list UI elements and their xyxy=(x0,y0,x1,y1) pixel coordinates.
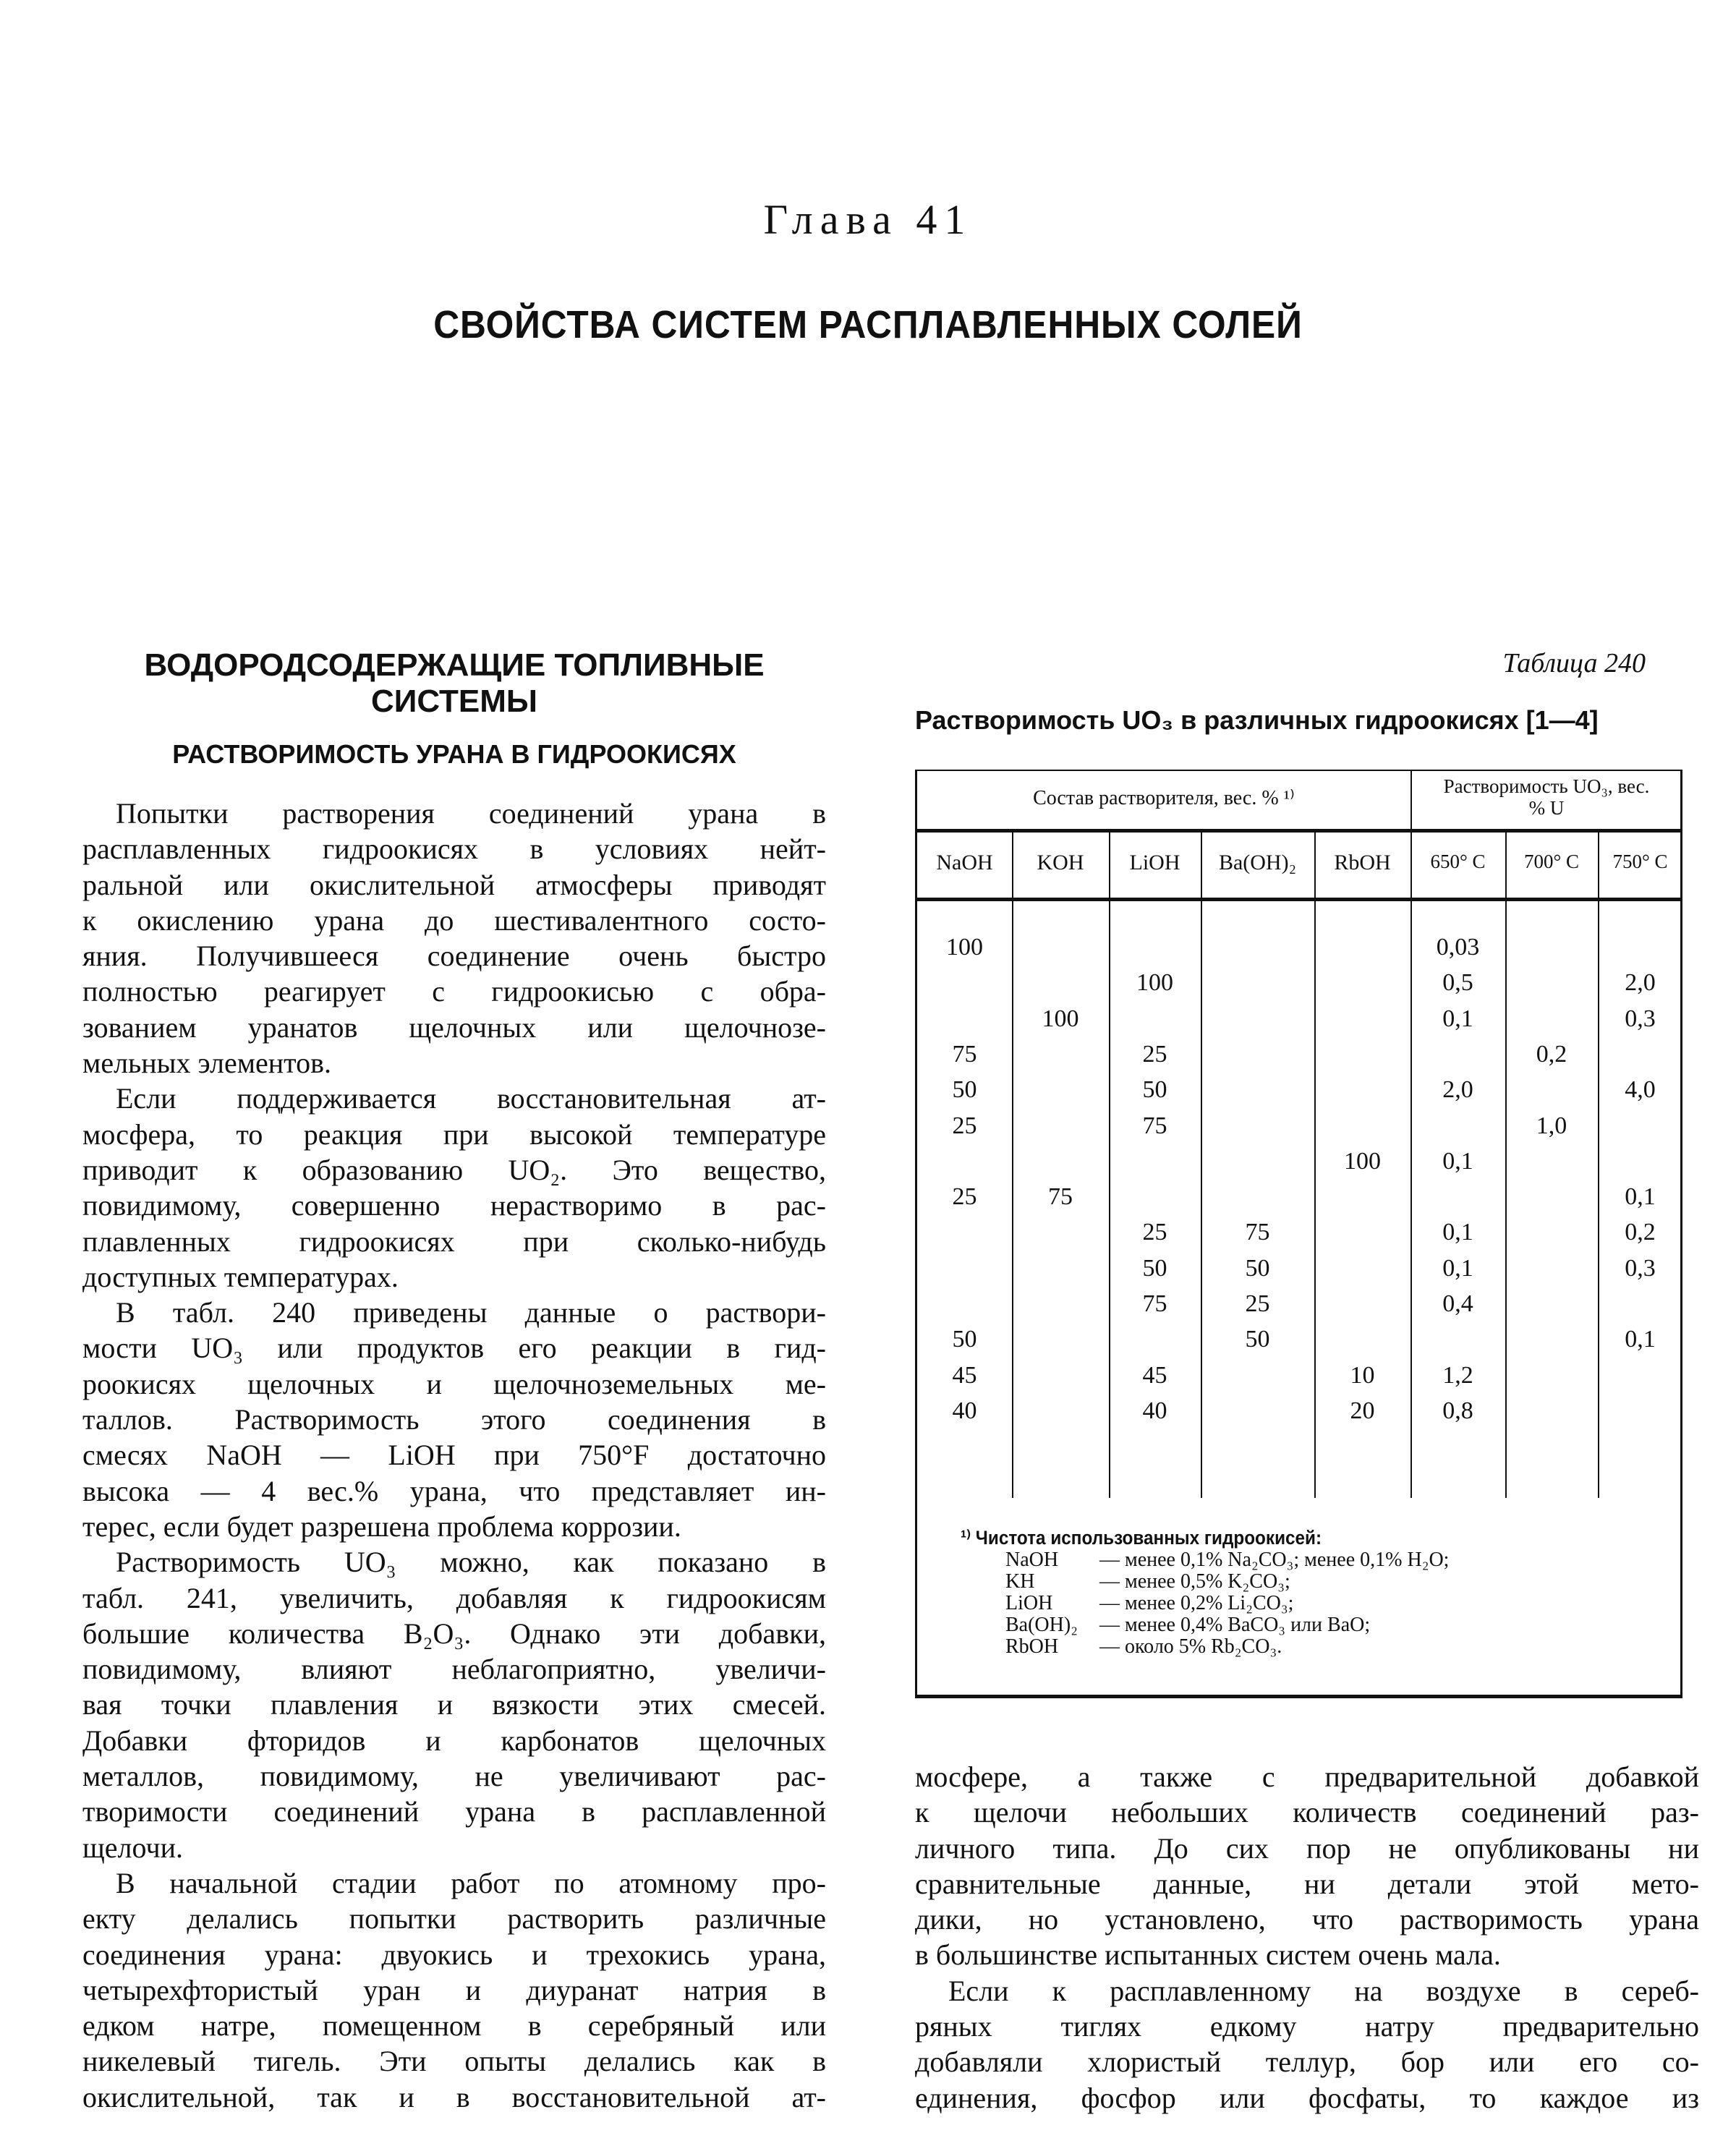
text-line: повидимому, совершенно нерастворимо в рас- xyxy=(82,1189,826,1222)
table-cell: 25 xyxy=(1142,1040,1167,1068)
table-cell: 4,0 xyxy=(1625,1076,1656,1104)
table-caption: Растворимость UO₃ в различных гидроокисях [1—4] xyxy=(915,705,1599,735)
right-column-text xyxy=(915,1759,1699,2116)
text-line: терес, если будет разрешена проблема коррозии. xyxy=(82,1510,681,1543)
header-rule xyxy=(917,829,1680,833)
column-divider xyxy=(1410,771,1412,829)
text-line: В начальной стадии работ по атомному про- xyxy=(116,1866,826,1899)
column-divider xyxy=(1201,833,1202,1498)
table-cell: 45 xyxy=(952,1361,977,1389)
table-cell: 0,1 xyxy=(1442,1005,1473,1032)
table-cell: 50 xyxy=(1142,1076,1167,1104)
text-line: плавленных гидроокисях при сколько-нибудь xyxy=(82,1225,826,1258)
text-line: личного типа. До сих пор не опубликованы ни xyxy=(915,1831,1699,1865)
text-line: роокисях щелочных и щелочноземельных ме- xyxy=(82,1367,826,1400)
text-line: дики, но установлено, что растворимость урана xyxy=(915,1903,1699,1936)
table-cell: 100 xyxy=(1136,969,1173,997)
text-line: к окислению урана до шестивалентного состо- xyxy=(82,903,826,937)
table-footnote xyxy=(961,1527,1449,1658)
text-line: в большинстве испытанных систем очень мала. xyxy=(915,1938,1501,1972)
text-line: Добавки фторидов и карбонатов щелочных xyxy=(82,1724,826,1757)
table-cell: 0,1 xyxy=(1442,1219,1473,1246)
table-cell: 25 xyxy=(952,1112,977,1139)
column-header: 700° C xyxy=(1523,851,1580,872)
subsection-heading: РАСТВОРИМОСТЬ УРАНА В ГИДРООКИСЯХ xyxy=(172,739,736,769)
text-line: полностью реагирует с гидроокисью с обра- xyxy=(82,975,826,1008)
text-line: мосфере, а также с предварительной добавкой xyxy=(915,1760,1699,1793)
table-cell: 0,1 xyxy=(1625,1326,1656,1353)
footnote-compound: RbOH xyxy=(1005,1635,1059,1658)
footnote-item xyxy=(961,1571,1449,1593)
text-line: ряных тиглях едкому натру предварительно xyxy=(915,2010,1699,2043)
table-number: Таблица 240 xyxy=(1502,648,1646,678)
table-cell: 100 xyxy=(1042,1005,1079,1032)
text-line: большие количества B₂O₃. Однако эти добавки, xyxy=(82,1617,826,1650)
table-cell: 0,3 xyxy=(1625,1254,1656,1282)
table-cell: 50 xyxy=(952,1076,977,1104)
column-header: KOH xyxy=(1037,851,1084,874)
footnote-item xyxy=(961,1593,1449,1614)
column-header: 750° C xyxy=(1612,851,1668,872)
table-cell: 100 xyxy=(946,934,983,961)
text-line: металлов, повидимому, не увеличивают рас- xyxy=(82,1760,826,1793)
text-line: соединения урана: двуокись и трехокись урана, xyxy=(82,1938,826,1971)
text-line: табл. 241, увеличить, добавляя к гидроокисям xyxy=(82,1581,826,1614)
column-header: RbOH xyxy=(1334,851,1391,874)
text-line: Растворимость UO₃ можно, как показано в xyxy=(116,1546,826,1579)
text-line: расплавленных гидроокисях в условиях нейт- xyxy=(82,833,826,866)
table-cell: 40 xyxy=(952,1397,977,1424)
chapter-title: СВОЙСТВА СИСТЕМ РАСПЛАВЛЕННЫХ СОЛЕЙ xyxy=(433,303,1303,346)
table-cell: 50 xyxy=(952,1326,977,1353)
footnote-item xyxy=(961,1549,1449,1571)
footnote-compound: KH xyxy=(1005,1570,1035,1593)
table-cell: 75 xyxy=(1142,1290,1167,1317)
table-cell: 0,4 xyxy=(1442,1290,1473,1317)
table-cell: 0,1 xyxy=(1442,1254,1473,1282)
table-cell: 0,3 xyxy=(1625,1005,1656,1032)
text-line: мельных элементов. xyxy=(82,1047,332,1080)
text-line: зованием уранатов щелочных или щелочнозе- xyxy=(82,1010,826,1044)
table-cell: 75 xyxy=(952,1040,977,1068)
table-cell: 50 xyxy=(1142,1254,1167,1282)
text-line: окислительной, так и в восстановительной ат- xyxy=(82,2080,826,2113)
section-heading: ВОДОРОДСОДЕРЖАЩИЕ ТОПЛИВНЫЕ СИСТЕМЫ xyxy=(144,647,765,719)
text-line: к щелочи небольших количеств соединений раз- xyxy=(915,1796,1699,1829)
text-line: мости UO₃ или продуктов его реакции в гид- xyxy=(82,1332,826,1365)
table-cell: 0,2 xyxy=(1625,1219,1656,1246)
footnote-purity: — менее 0,1% Na₂CO₃; менее 0,1% H₂O; xyxy=(1099,1549,1450,1571)
group-header: Состав растворителя, вес. % ¹⁾ xyxy=(1033,787,1295,809)
column-divider xyxy=(1598,833,1599,1498)
text-line: мосфера, то реакция при высокой температуре xyxy=(82,1117,826,1151)
table-cell: 1,2 xyxy=(1442,1361,1473,1389)
group-header: Растворимость UO₃, вес. % U xyxy=(1443,775,1650,819)
text-line: приводит к образованию UO₂. Это вещество, xyxy=(82,1153,826,1186)
table-cell: 100 xyxy=(1344,1147,1381,1175)
table-cell: 25 xyxy=(1142,1219,1167,1246)
footnote-purity: — менее 0,4% BaCO₃ или BaO; xyxy=(1099,1614,1371,1636)
table-cell: 40 xyxy=(1142,1397,1167,1424)
footnote-purity: — менее 0,5% K₂CO₃; xyxy=(1099,1570,1290,1593)
table-cell: 45 xyxy=(1142,1361,1167,1389)
table-cell: 0,5 xyxy=(1442,969,1473,997)
text-line: творимости соединений урана в расплавленной xyxy=(82,1795,826,1828)
table-cell: 0,1 xyxy=(1442,1147,1473,1175)
text-line: доступных температурах. xyxy=(82,1260,399,1293)
table-cell: 0,8 xyxy=(1442,1397,1473,1424)
table-cell: 25 xyxy=(952,1183,977,1211)
text-line: повидимому, влияют неблагоприятно, увеличи- xyxy=(82,1653,826,1686)
text-line: Попытки растворения соединений урана в xyxy=(116,797,826,830)
table-cell: 0,2 xyxy=(1536,1040,1567,1068)
text-line: никелевый тигель. Эти опыты делались как в xyxy=(82,2045,826,2078)
text-line: таллов. Растворимость этого соединения в xyxy=(82,1403,826,1436)
table-cell: 50 xyxy=(1245,1254,1270,1282)
column-header: Ba(OH)₂ xyxy=(1218,851,1297,874)
chapter-number: Глава 41 xyxy=(763,196,973,243)
table-cell: 10 xyxy=(1350,1361,1375,1389)
table-cell: 1,0 xyxy=(1536,1112,1567,1139)
table-cell: 50 xyxy=(1245,1326,1270,1353)
header-rule xyxy=(917,898,1680,901)
left-column-text xyxy=(82,796,826,2115)
table-cell: 0,03 xyxy=(1436,934,1480,961)
column-header: NaOH xyxy=(936,851,993,874)
table-cell: 75 xyxy=(1142,1112,1167,1139)
table-cell: 75 xyxy=(1245,1219,1270,1246)
text-line: яния. Получившееся соединение очень быстро xyxy=(82,940,826,973)
text-line: сравнительные данные, ни детали этой мето- xyxy=(915,1867,1699,1900)
table-cell: 2,0 xyxy=(1442,1076,1473,1104)
text-line: В табл. 240 приведены данные о раствори- xyxy=(116,1296,826,1329)
text-line: смесях NaOH — LiOH при 750°F достаточно xyxy=(82,1439,826,1472)
column-header: LiOH xyxy=(1129,851,1180,874)
column-divider xyxy=(1012,833,1013,1498)
table-cell: 0,1 xyxy=(1625,1183,1656,1211)
text-line: Если поддерживается восстановительная ат- xyxy=(116,1082,826,1115)
column-divider xyxy=(1505,833,1507,1498)
text-line: вая точки плавления и вязкости этих смесей. xyxy=(82,1688,826,1721)
text-line: едком натре, помещенном в серебряный или xyxy=(82,2009,826,2043)
footnote-item xyxy=(961,1614,1449,1636)
text-line: четырехфтористый уран и диуранат натрия в xyxy=(82,1973,826,2006)
text-line: екту делались попытки растворить различные xyxy=(82,1902,826,1936)
table-cell: 20 xyxy=(1350,1397,1375,1424)
solubility-table xyxy=(915,770,1682,1698)
column-header: 650° C xyxy=(1430,851,1486,872)
table-cell: 25 xyxy=(1245,1290,1270,1317)
text-line: щелочи. xyxy=(82,1831,184,1864)
table-cell: 75 xyxy=(1048,1183,1073,1211)
text-line: единения, фосфор или фосфаты, то каждое из xyxy=(915,2081,1699,2114)
text-line: добавляли хлористый теллур, бор или его со- xyxy=(915,2045,1699,2079)
footnote-item xyxy=(961,1636,1449,1658)
footnote-compound: NaOH xyxy=(1005,1549,1059,1571)
footnote-purity: — менее 0,2% Li₂CO₃; xyxy=(1099,1592,1294,1614)
table-cell: 2,0 xyxy=(1625,969,1656,997)
footnote-compound: Ba(OH)₂ xyxy=(1005,1614,1078,1636)
footnote-heading: ¹⁾ Чистота использованных гидроокисей: xyxy=(961,1527,1322,1549)
text-line: ральной или окислительной атмосферы приводят xyxy=(82,868,826,901)
text-line: Если к расплавленному на воздухе в сереб- xyxy=(948,1974,1699,2007)
footnote-compound: LiOH xyxy=(1005,1592,1053,1614)
footnote-purity: — около 5% Rb₂CO₃. xyxy=(1099,1635,1282,1658)
text-line: высока — 4 вес.% урана, что представляет ин- xyxy=(82,1474,826,1507)
